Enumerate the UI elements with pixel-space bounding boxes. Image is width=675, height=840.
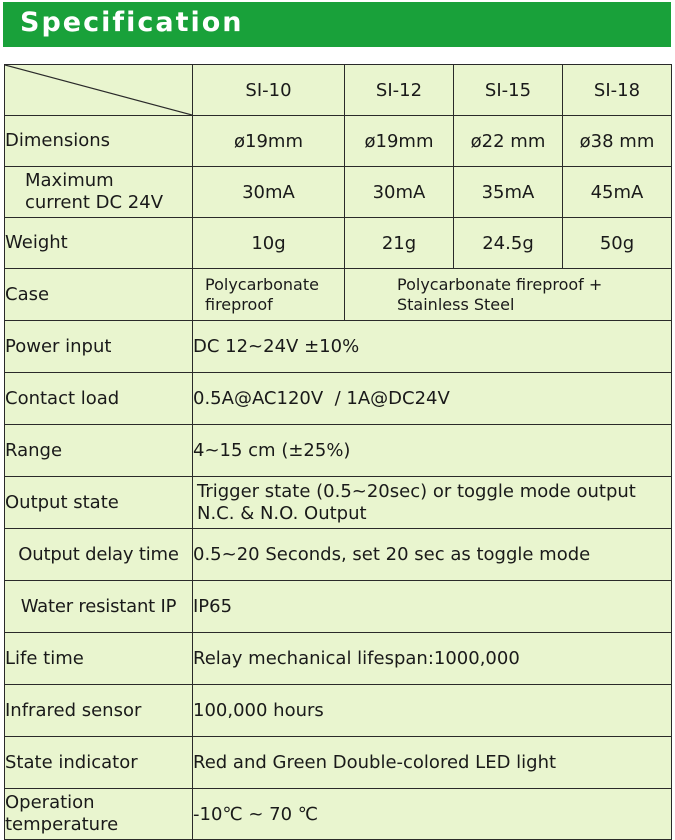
weight-si12: 21g: [345, 218, 454, 269]
row-label-life-time: Life time: [5, 633, 193, 685]
range-value: 4~15 cm (±25%): [193, 425, 672, 477]
case-si10-line1: Polycarbonate: [205, 274, 319, 294]
row-output-delay: [5, 529, 672, 581]
model-header-si10: SI-10: [193, 65, 345, 116]
case-si12-si18: [345, 269, 672, 321]
water-resistant-value: IP65: [193, 581, 672, 633]
weight-si18: 50g: [563, 218, 672, 269]
row-power-input: [5, 321, 672, 373]
row-output-state: [5, 477, 672, 529]
row-label-dimensions: Dimensions: [5, 116, 193, 167]
max-current-label-line2: current DC 24V: [25, 192, 164, 213]
row-dimensions: [5, 116, 672, 167]
case-si10: [193, 269, 345, 321]
row-label-operation-temp: [5, 789, 193, 840]
section-title: Specification: [20, 7, 244, 38]
operation-temp-label-line2: temperature: [5, 814, 119, 835]
section-header-banner: [3, 2, 671, 47]
row-water-resistant: [5, 581, 672, 633]
output-state-value: [193, 477, 672, 529]
max-current-si10: 30mA: [193, 167, 345, 218]
infrared-sensor-value: 100,000 hours: [193, 685, 672, 737]
row-state-indicator: [5, 737, 672, 789]
diagonal-divider: [5, 65, 192, 115]
weight-si10: 10g: [193, 218, 345, 269]
row-label-power-input: Power input: [5, 321, 193, 373]
case-others-line1: Polycarbonate fireproof +: [397, 274, 603, 294]
row-label-state-indicator: State indicator: [5, 737, 193, 789]
contact-load-value: 0.5A@AC120V / 1A@DC24V: [193, 373, 672, 425]
life-time-value: Relay mechanical lifespan:1000,000: [193, 633, 672, 685]
row-max-current: [5, 167, 672, 218]
output-delay-value: 0.5~20 Seconds, set 20 sec as toggle mode: [193, 529, 672, 581]
row-case: [5, 269, 672, 321]
operation-temp-value: -10℃ ~ 70 ℃: [193, 789, 672, 840]
max-current-si18: 45mA: [563, 167, 672, 218]
row-range: [5, 425, 672, 477]
case-si10-line2: fireproof: [205, 294, 273, 314]
row-infrared-sensor: [5, 685, 672, 737]
max-current-label-line1: Maximum: [25, 170, 114, 191]
output-state-line2: N.C. & N.O. Output: [197, 502, 367, 524]
max-current-si15: 35mA: [454, 167, 563, 218]
dimensions-si15: ø22 mm: [454, 116, 563, 167]
model-header-si15: SI-15: [454, 65, 563, 116]
row-label-output-state: Output state: [5, 477, 193, 529]
dimensions-si12: ø19mm: [345, 116, 454, 167]
state-indicator-value: Red and Green Double-colored LED light: [193, 737, 672, 789]
row-life-time: [5, 633, 672, 685]
row-label-contact-load: Contact load: [5, 373, 193, 425]
power-input-value: DC 12~24V ±10%: [193, 321, 672, 373]
model-header-si12: SI-12: [345, 65, 454, 116]
row-weight: [5, 218, 672, 269]
row-operation-temp: [5, 789, 672, 840]
case-others-line2: Stainless Steel: [397, 294, 515, 314]
dimensions-si18: ø38 mm: [563, 116, 672, 167]
model-header-si18: SI-18: [563, 65, 672, 116]
max-current-si12: 30mA: [345, 167, 454, 218]
operation-temp-label-line1: Operation: [5, 792, 95, 813]
row-label-water-resistant: Water resistant IP: [5, 581, 193, 633]
header-corner-cell: [5, 65, 193, 116]
weight-si15: 24.5g: [454, 218, 563, 269]
spec-table: [4, 64, 672, 840]
row-label-weight: Weight: [5, 218, 193, 269]
row-label-output-delay: Output delay time: [5, 529, 193, 581]
row-label-case: Case: [5, 269, 193, 321]
dimensions-si10: ø19mm: [193, 116, 345, 167]
row-label-infrared-sensor: Infrared sensor: [5, 685, 193, 737]
row-contact-load: [5, 373, 672, 425]
output-state-line1: Trigger state (0.5~20sec) or toggle mode output: [197, 480, 636, 502]
model-header-row: [5, 65, 672, 116]
row-label-max-current: [5, 167, 193, 218]
row-label-range: Range: [5, 425, 193, 477]
